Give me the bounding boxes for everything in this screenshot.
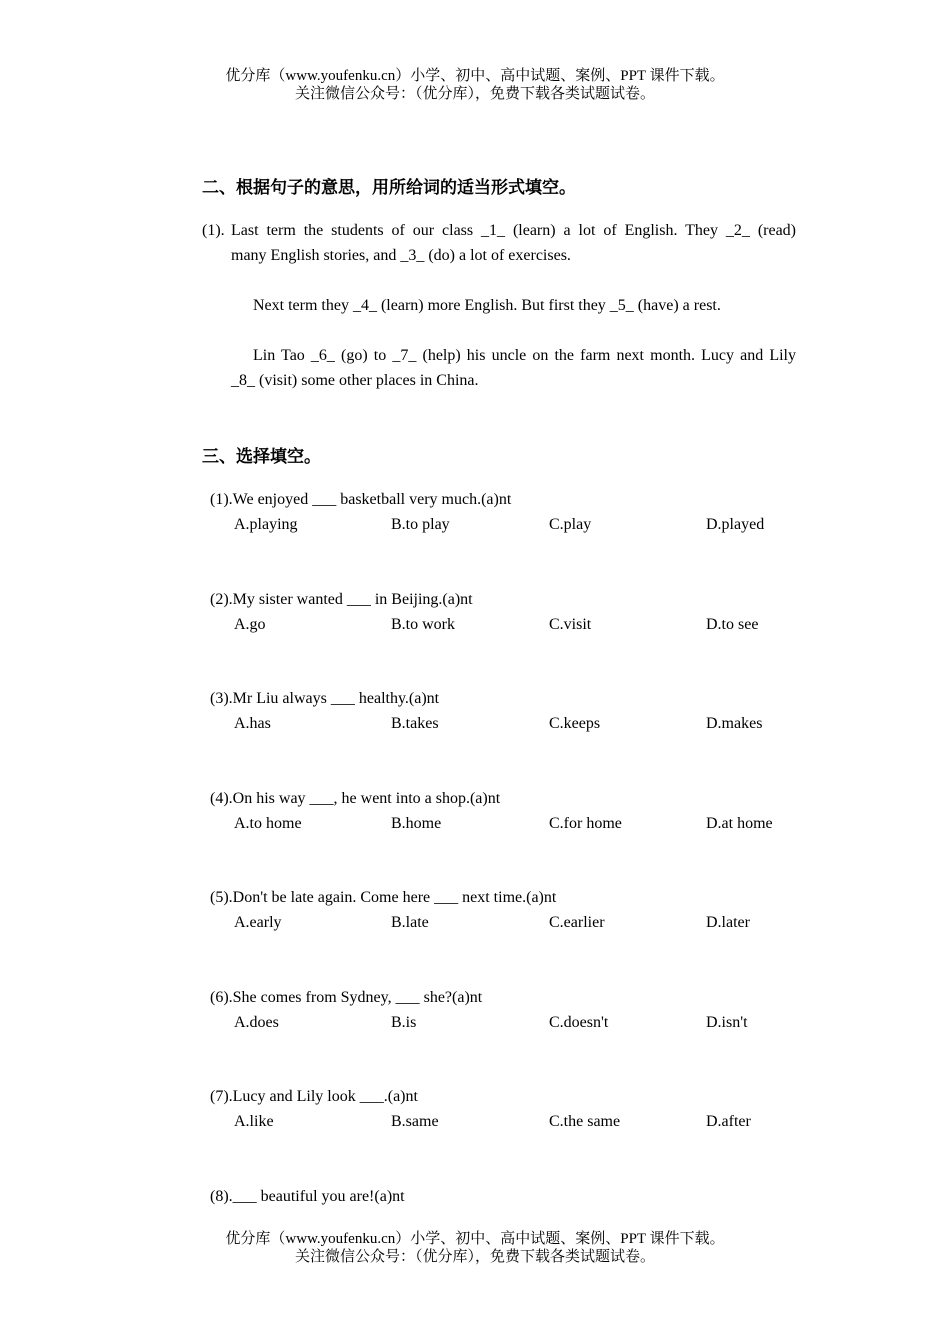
option-d: D.at home xyxy=(706,815,773,832)
option-d: D.after xyxy=(706,1113,751,1130)
option-a: A.has xyxy=(234,715,271,732)
question-2-options xyxy=(234,612,834,637)
question-6: (6).She comes from Sydney, ___ she?(a)nt xyxy=(210,989,483,1006)
option-d: D.played xyxy=(706,516,765,533)
question-5: (5).Don't be late again. Come here ___ next time.(a)nt xyxy=(210,889,557,906)
fill-paragraph-2: Next term they _4_ (learn) more English. But first they _5_ (have) a rest. xyxy=(253,297,721,314)
option-d: D.makes xyxy=(706,715,763,732)
option-b: B.late xyxy=(391,914,429,931)
section-3-title: 三、选择填空。 xyxy=(202,447,321,467)
page-footer xyxy=(0,1230,950,1266)
header-line-1: 优分库（www.youfenku.cn）小学、初中、高中试题、案例、PPT 课件下载。 xyxy=(225,68,725,84)
option-a: A.like xyxy=(234,1113,274,1130)
option-a: A.playing xyxy=(234,516,298,533)
question-7-options xyxy=(234,1109,834,1134)
question-7: (7).Lucy and Lily look ___.(a)nt xyxy=(210,1088,418,1105)
header-line-2: 关注微信公众号：（优分库），免费下载各类试题试卷。 xyxy=(294,86,655,102)
fill-paragraph-1-line-2: many English stories, and _3_ (do) a lot of exercises. xyxy=(231,247,571,264)
option-a: A.to home xyxy=(234,815,302,832)
fill-paragraph-3-line-1: Lin Tao _6_ (go) to _7_ (help) his uncle on the farm next month. Lucy and Lily xyxy=(253,347,796,364)
option-c: C.visit xyxy=(549,616,592,633)
option-c: C.the same xyxy=(549,1113,621,1130)
question-3: (3).Mr Liu always ___ healthy.(a)nt xyxy=(210,690,440,707)
option-b: B.is xyxy=(391,1014,417,1031)
option-b: B.takes xyxy=(391,715,439,732)
option-d: D.isn't xyxy=(706,1014,748,1031)
question-8: (8).___ beautiful you are!(a)nt xyxy=(210,1188,405,1205)
question-4-options xyxy=(234,811,834,836)
question-1: (1).We enjoyed ___ basketball very much.(a)nt xyxy=(210,491,512,508)
option-a: A.does xyxy=(234,1014,279,1031)
question-3-options xyxy=(234,711,834,736)
option-b: B.to work xyxy=(391,616,455,633)
page-header xyxy=(0,67,950,103)
option-c: C.earlier xyxy=(549,914,605,931)
option-a: A.early xyxy=(234,914,282,931)
fill-paragraph-1-line-1: Last term the students of our class _1_ (learn) a lot of English. They _2_ (read) xyxy=(231,222,796,239)
option-c: C.keeps xyxy=(549,715,601,732)
option-d: D.later xyxy=(706,914,750,931)
footer-line-2: 关注微信公众号：（优分库），免费下载各类试题试卷。 xyxy=(294,1249,655,1265)
question-2: (2).My sister wanted ___ in Beijing.(a)nt xyxy=(210,591,473,608)
section-2-title: 二、根据句子的意思，用所给词的适当形式填空。 xyxy=(202,178,576,198)
option-b: B.same xyxy=(391,1113,439,1130)
option-c: C.for home xyxy=(549,815,622,832)
footer-line-1: 优分库（www.youfenku.cn）小学、初中、高中试题、案例、PPT 课件下载。 xyxy=(225,1231,725,1247)
option-c: C.doesn't xyxy=(549,1014,609,1031)
option-a: A.go xyxy=(234,616,266,633)
option-c: C.play xyxy=(549,516,592,533)
fill-number: (1). xyxy=(202,222,225,239)
option-b: B.home xyxy=(391,815,442,832)
fill-paragraph-3-line-2: _8_ (visit) some other places in China. xyxy=(231,372,479,389)
question-4: (4).On his way ___, he went into a shop.(a)nt xyxy=(210,790,501,807)
question-6-options xyxy=(234,1010,834,1035)
option-b: B.to play xyxy=(391,516,450,533)
question-5-options xyxy=(234,910,834,935)
question-1-options xyxy=(234,512,834,537)
option-d: D.to see xyxy=(706,616,759,633)
